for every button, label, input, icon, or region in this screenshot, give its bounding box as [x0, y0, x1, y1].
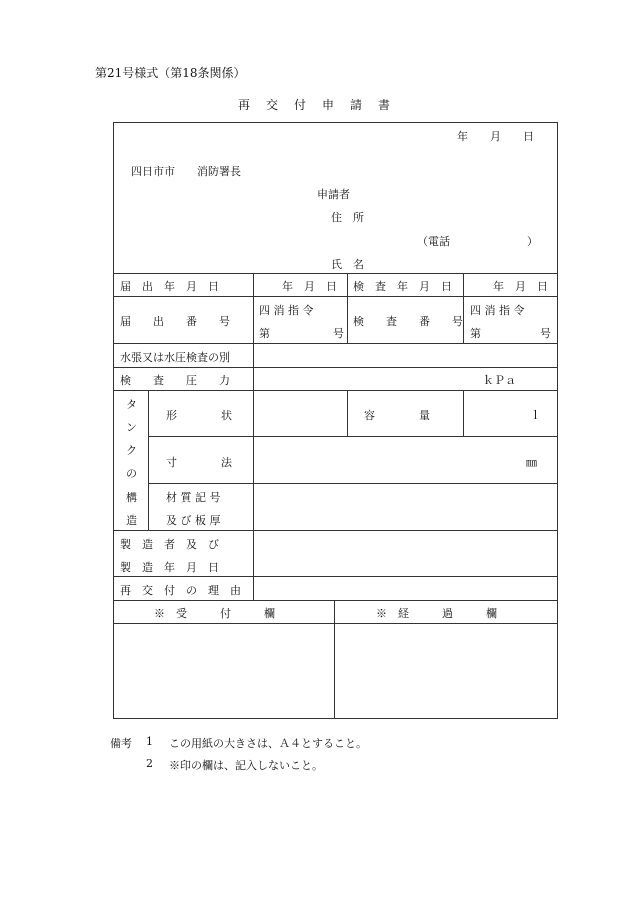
- manufacturer-label-2: 製 造 年 月 日: [120, 561, 219, 574]
- inspection-number-prefix: 四 消 指 令: [470, 304, 525, 317]
- progress-column-header: ※ 経 過 欄: [376, 607, 497, 620]
- dimension-unit: ㎜: [526, 456, 537, 469]
- name-label: 氏 名: [331, 258, 364, 271]
- tank-char-5: 構: [126, 491, 137, 504]
- reason-label: 再 交 付 の 理 由: [120, 584, 241, 597]
- tank-char-4: の: [126, 467, 137, 480]
- note-1-number: 1: [146, 735, 153, 748]
- notification-date-value: 年 月 日: [282, 280, 337, 293]
- notification-number-go: 号: [333, 327, 344, 340]
- inspection-date-label: 検 査 年 月 日: [353, 280, 452, 293]
- inspection-number-label: 検 査 番 号: [353, 315, 463, 328]
- capacity-label: 容 量: [364, 409, 430, 422]
- inspection-date-value: 年 月 日: [493, 280, 548, 293]
- inspection-number-go: 号: [540, 327, 551, 340]
- reception-column-header: ※ 受 付 欄: [154, 607, 275, 620]
- note-2-text: ※印の欄は、記入しないこと。: [169, 759, 323, 772]
- note-2-number: 2: [146, 757, 153, 770]
- form-number: 第21号様式（第18条関係）: [95, 66, 246, 80]
- address-label: 住 所: [331, 211, 364, 224]
- tank-char-2: ン: [126, 421, 137, 434]
- inspection-number-dai: 第: [470, 327, 481, 340]
- test-pressure-label: 検 査 圧 力: [120, 374, 230, 387]
- date-field: 年 月 日: [457, 130, 534, 143]
- capacity-unit: ｌ: [530, 409, 541, 422]
- notes-title: 備考: [110, 737, 132, 750]
- form-title: 再 交 付 申 請 書: [238, 98, 393, 112]
- note-1-text: この用紙の大きさは、Ａ４とすること。: [169, 737, 367, 750]
- material-label-1: 材 質 記 号: [166, 491, 221, 504]
- tank-char-6: 造: [126, 514, 137, 527]
- notification-number-prefix: 四 消 指 令: [259, 304, 314, 317]
- phone-label: （電話 ）: [417, 235, 538, 248]
- dimension-label: 寸 法: [166, 456, 232, 469]
- shape-label: 形 状: [166, 409, 232, 422]
- tank-char-1: タ: [126, 398, 137, 411]
- applicant-label: 申請者: [317, 188, 350, 201]
- notification-number-label: 届 出 番 号: [120, 315, 230, 328]
- test-type-label: 水張又は水圧検査の別: [120, 351, 230, 364]
- test-pressure-unit: ｋＰａ: [483, 374, 516, 387]
- notification-number-dai: 第: [259, 327, 270, 340]
- notification-date-label: 届 出 年 月 日: [120, 280, 219, 293]
- tank-char-3: ク: [126, 444, 137, 457]
- addressee: 四日市市 消防署長: [131, 165, 241, 178]
- material-label-2: 及 び 板 厚: [166, 514, 221, 527]
- manufacturer-label-1: 製 造 者 及 び: [120, 538, 219, 551]
